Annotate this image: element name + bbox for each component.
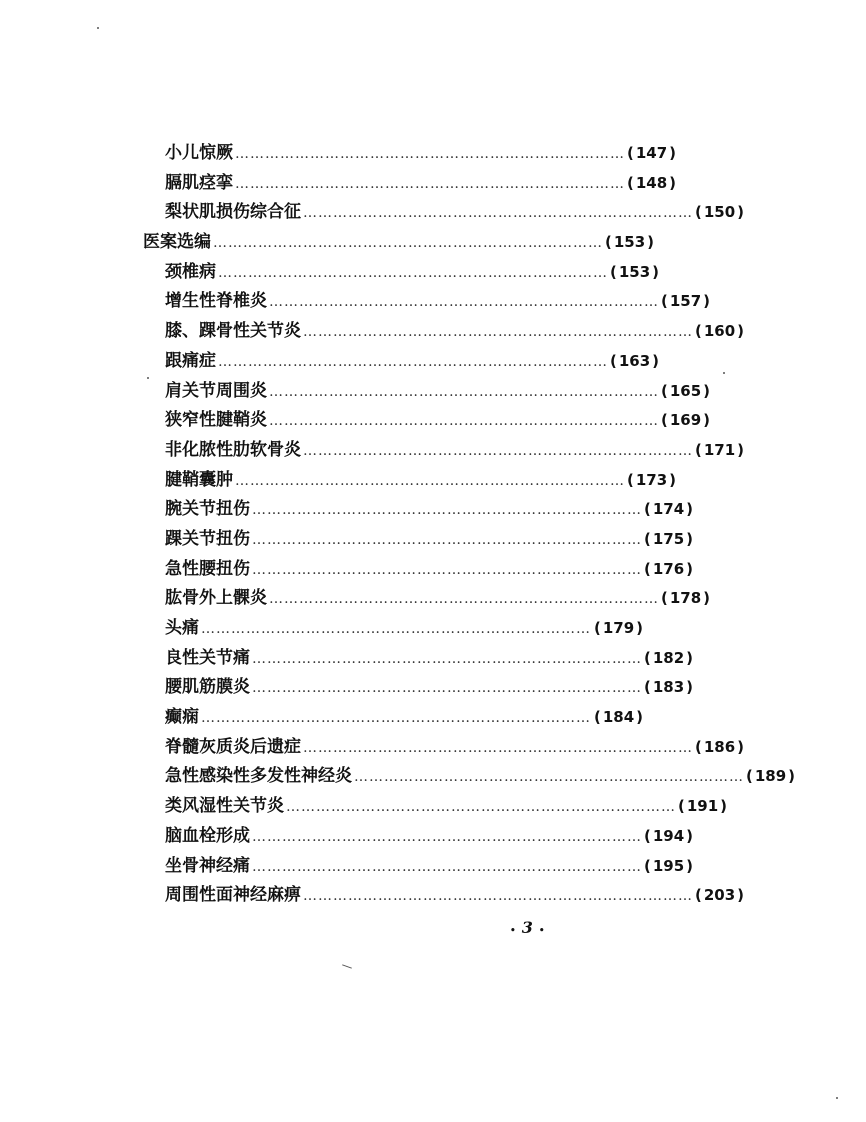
toc-entry-page: ( 165 ): [661, 382, 710, 400]
dot-leader: ……………………………………………………………………: [252, 502, 642, 519]
toc-entry-title: 脑血栓形成: [165, 825, 250, 846]
toc-entry-page: ( 147 ): [627, 144, 676, 162]
toc-entry-title: 类风湿性关节炎: [165, 796, 284, 817]
toc-entry-title: 急性腰扭伤: [165, 558, 250, 579]
toc-entry: [143, 702, 643, 732]
dot-leader: ……………………………………………………………………: [269, 413, 659, 430]
toc-entry-title: 癫痫: [165, 707, 199, 728]
dot-leader: ……………………………………………………………………: [303, 324, 693, 341]
toc-entry-title: 坐骨神经痛: [165, 855, 250, 876]
toc-entry-page: ( 194 ): [644, 827, 693, 845]
scan-speck: [836, 1097, 838, 1099]
toc-entry-title: 良性关节痛: [165, 647, 250, 668]
toc-entry-title: 狭窄性腱鞘炎: [165, 410, 267, 431]
toc-entry: [143, 257, 651, 287]
dot-leader: ……………………………………………………………………: [218, 353, 608, 370]
toc-entry-title: 腰肌筋膜炎: [165, 677, 250, 698]
toc-entry: [143, 613, 643, 643]
toc-entry: [143, 791, 719, 821]
dot-leader: ……………………………………………………………………: [218, 264, 608, 281]
toc-entry: [143, 138, 668, 168]
toc-entry: [143, 821, 685, 851]
toc-entry-title: 周围性面神经麻痹: [165, 885, 301, 906]
dot-leader: ……………………………………………………………………: [252, 531, 642, 548]
toc-entry-page: ( 179 ): [594, 619, 643, 637]
toc-entry-page: ( 174 ): [644, 500, 693, 518]
toc-entry-title: 肩关节周围炎: [165, 380, 267, 401]
dot-leader: ……………………………………………………………………: [235, 146, 625, 162]
dot-leader: ……………………………………………………………………: [201, 621, 591, 637]
toc-entry-title: 脊髓灰质炎后遗症: [165, 736, 301, 757]
toc-entry: [143, 583, 702, 613]
toc-entry: [143, 494, 685, 524]
toc-entry: [143, 732, 736, 762]
dot-leader: ……………………………………………………………………: [354, 769, 744, 786]
dot-leader: ……………………………………………………………………: [303, 442, 693, 459]
dot-leader: ……………………………………………………………………: [269, 294, 659, 311]
toc-entry-title: 跟痛症: [165, 350, 216, 371]
toc-entry-page: ( 175 ): [644, 530, 693, 548]
toc-entry-title: 肱骨外上髁炎: [165, 588, 267, 609]
toc-entry: [143, 524, 685, 554]
toc-entry-page: ( 184 ): [594, 708, 643, 726]
toc-entry-page: ( 178 ): [661, 589, 710, 607]
toc-entry: [143, 346, 651, 376]
toc-entry-page: ( 176 ): [644, 560, 693, 578]
toc-entry-page: ( 160 ): [695, 322, 744, 340]
scan-speck: [342, 964, 352, 968]
toc-entry-title: 医案选编: [143, 232, 211, 253]
dot-leader: ……………………………………………………………………: [252, 858, 642, 875]
dot-leader: ……………………………………………………………………: [252, 650, 642, 667]
dot-leader: ……………………………………………………………………: [213, 235, 603, 252]
scan-speck: [723, 372, 725, 374]
toc-entry-page: ( 203 ): [695, 886, 744, 904]
toc-entry-page: ( 157 ): [661, 292, 710, 310]
toc-entry: [143, 376, 702, 406]
dot-leader: ……………………………………………………………………: [252, 680, 642, 697]
table-of-contents: [143, 138, 787, 910]
toc-entry: [143, 554, 685, 584]
dot-leader: ……………………………………………………………………: [252, 828, 642, 845]
toc-entry: [143, 435, 736, 465]
scan-speck: [147, 377, 149, 379]
toc-entry-page: ( 183 ): [644, 678, 693, 696]
toc-entry-title: 腕关节扭伤: [165, 499, 250, 520]
toc-entry-title: 膝、踝骨性关节炎: [165, 321, 301, 342]
toc-entry: [143, 851, 685, 881]
dot-leader: ……………………………………………………………………: [303, 739, 693, 756]
toc-entry-page: ( 186 ): [695, 738, 744, 756]
toc-entry: [143, 197, 736, 227]
toc-entry-title: 颈椎病: [165, 261, 216, 282]
toc-entry-page: ( 163 ): [610, 352, 659, 370]
dot-leader: ……………………………………………………………………: [303, 205, 693, 222]
dot-leader: ……………………………………………………………………: [269, 591, 659, 608]
toc-entry: [143, 227, 646, 257]
toc-entry-page: ( 189 ): [746, 767, 795, 785]
scan-speck: [97, 27, 99, 29]
toc-entry-page: ( 148 ): [627, 174, 676, 192]
page-number: • 3 •: [510, 918, 551, 937]
toc-entry: [143, 643, 685, 673]
toc-entry-page: ( 150 ): [695, 203, 744, 221]
toc-entry-page: ( 171 ): [695, 441, 744, 459]
dot-leader: ……………………………………………………………………: [252, 561, 642, 578]
dot-leader: ……………………………………………………………………: [235, 472, 625, 489]
dot-leader: ……………………………………………………………………: [269, 383, 659, 400]
dot-leader: ……………………………………………………………………: [201, 710, 591, 727]
toc-entry-title: 梨状肌损伤综合征: [165, 202, 301, 223]
dot-leader: ……………………………………………………………………: [303, 888, 693, 905]
toc-entry: [143, 672, 685, 702]
dot-leader: ……………………………………………………………………: [286, 799, 676, 816]
toc-entry: [143, 316, 736, 346]
toc-entry-page: ( 153 ): [605, 233, 654, 251]
toc-entry-title: 急性感染性多发性神经炎: [165, 766, 352, 787]
toc-entry: [143, 286, 702, 316]
toc-entry-page: ( 195 ): [644, 857, 693, 875]
toc-entry: [143, 465, 668, 495]
toc-entry-title: 小儿惊厥: [165, 143, 233, 163]
dot-leader: ……………………………………………………………………: [235, 175, 625, 192]
toc-entry: [143, 405, 702, 435]
toc-entry-page: ( 169 ): [661, 411, 710, 429]
toc-entry: [143, 880, 736, 910]
toc-entry-page: ( 173 ): [627, 471, 676, 489]
toc-entry-page: ( 191 ): [678, 797, 727, 815]
toc-entry-page: ( 182 ): [644, 649, 693, 667]
toc-entry-page: ( 153 ): [610, 263, 659, 281]
toc-entry-title: 踝关节扭伤: [165, 528, 250, 549]
toc-entry: [143, 168, 668, 198]
toc-entry-title: 头痛: [165, 618, 199, 638]
toc-entry-title: 腱鞘囊肿: [165, 469, 233, 490]
toc-entry-title: 非化脓性肋软骨炎: [165, 439, 301, 460]
toc-entry-title: 增生性脊椎炎: [165, 291, 267, 312]
toc-entry-title: 膈肌痉挛: [165, 172, 233, 193]
toc-entry: [143, 761, 787, 791]
